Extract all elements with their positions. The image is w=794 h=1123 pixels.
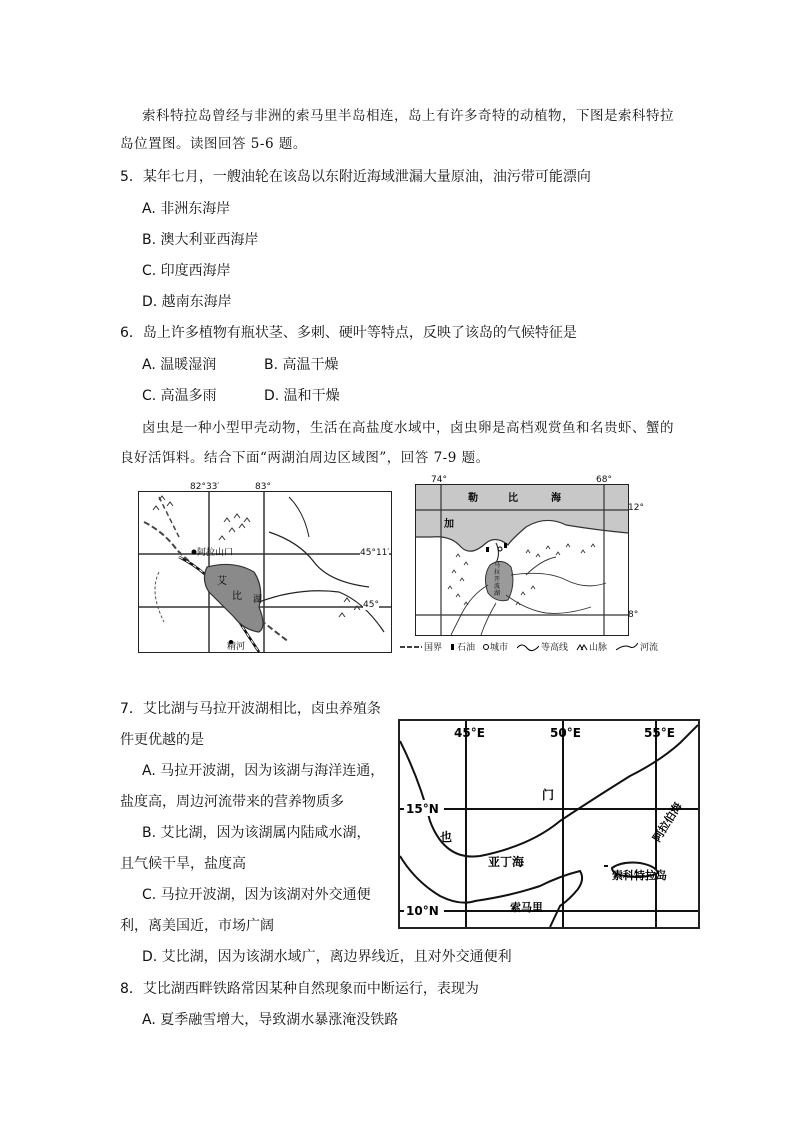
lon-45e-label: 45°E	[454, 726, 485, 740]
maracaibo-lat-1: 12°	[628, 503, 644, 513]
alashankou-label: 阿拉山口	[197, 548, 234, 558]
question-7-stem-line2: 件更优越的是	[120, 732, 204, 748]
mountain-legend-icon	[576, 642, 588, 652]
ebi-lake-map	[138, 491, 392, 653]
intro-7-9-line2: 良好活饵料。结合下面“两湖泊周边区域图”，回答 7-9 题。	[120, 450, 490, 466]
question-6-stem: 6．岛上许多植物有瓶状茎、多刺、硬叶等特点，反映了该岛的气候特征是	[120, 325, 577, 341]
q6-option-c: C. 高温多雨	[142, 388, 217, 404]
intro-5-6-line2: 岛位置图。读图回答 5-6 题。	[120, 136, 307, 152]
border-legend-icon	[400, 642, 422, 652]
ebi-lon-1: 82°33′	[190, 482, 220, 492]
q8-option-a: A. 夏季融雪增大，导致湖水暴涨淹没铁路	[142, 1012, 399, 1028]
intro-7-9-line1: 卤虫是一种小型甲壳动物，生活在高盐度水域中，卤虫卵是高档观赏鱼和名贵虾、蟹的	[142, 420, 674, 436]
yemen-men-label: 门	[542, 788, 555, 802]
legend-city-label: 城市	[490, 643, 509, 653]
legend-oil-label: 石油	[457, 643, 476, 653]
lat-10n-label: 10°N	[406, 904, 439, 918]
q5-option-b: B. 澳大利亚西海岸	[142, 232, 259, 248]
lon-55e-label: 55°E	[644, 726, 675, 740]
lat-15n-label: 15°N	[406, 802, 439, 816]
arabian-sea-label: 阿拉伯海	[650, 800, 685, 845]
ebi-lat-1: 45°11′	[360, 548, 390, 558]
caribbean-char1: 勒	[468, 493, 478, 504]
gulf-of-aden-label: 亚丁海	[488, 855, 525, 869]
river-legend-icon	[616, 642, 638, 652]
q7-option-b-line1: B. 艾比湖，因为该湖属内陆咸水湖，	[142, 825, 371, 841]
legend-contour-label: 等高线	[541, 643, 569, 653]
maracaibo-char3: 开	[494, 576, 501, 583]
city-legend-icon	[482, 642, 490, 652]
caribbean-char3: 海	[551, 493, 561, 504]
map-legend	[400, 640, 690, 656]
caribbean-char2: 比	[508, 493, 518, 504]
q5-option-c: C. 印度西海岸	[142, 263, 231, 279]
maracaibo-char1: 马	[494, 562, 501, 569]
legend-mountain-label: 山脉	[589, 643, 608, 653]
q6-option-d: D. 温和干燥	[264, 388, 340, 404]
caribbean-char-jia: 加	[444, 519, 454, 530]
ebi-lat-2: 45°	[363, 600, 379, 610]
legend-border-label: 国界	[424, 643, 443, 653]
q7-option-a-line2: 盐度高，周边河流带来的营养物质多	[120, 794, 344, 810]
jinghe-label: 精河	[227, 642, 246, 652]
oil-legend-icon	[450, 642, 456, 652]
q6-option-b: B. 高温干燥	[264, 357, 339, 373]
maracaibo-char5: 湖	[494, 590, 501, 597]
ebi-lake-char2: 比	[232, 591, 242, 602]
maracaibo-lon-2: 68°	[596, 475, 612, 485]
legend-river-label: 河流	[640, 643, 659, 653]
q5-option-a: A. 非洲东海岸	[142, 201, 231, 217]
q7-option-a-line1: A. 马拉开波湖，因为该湖与海洋连通，	[142, 763, 385, 779]
lon-50e-label: 50°E	[550, 726, 581, 740]
question-7-stem-line1: 7．艾比湖与马拉开波湖相比，卤虫养殖条	[120, 701, 381, 717]
maracaibo-lat-2: 8°	[628, 610, 639, 620]
yemen-ye-label: 也	[440, 830, 453, 844]
ebi-lake-char3: 湖	[253, 595, 263, 605]
ebi-lon-2: 83°	[255, 482, 271, 492]
intro-5-6-line1: 索科特拉岛曾经与非洲的索马里半岛相连，岛上有许多奇特的动植物，下图是索科特拉	[142, 108, 674, 124]
q6-option-a: A. 温暖湿润	[142, 357, 217, 373]
q5-option-d: D. 越南东海岸	[142, 294, 232, 310]
q7-option-c-line1: C. 马拉开波湖，因为该湖对外交通便	[142, 887, 371, 903]
q7-option-c-line2: 利，离美国近，市场广阔	[120, 918, 274, 934]
somalia-label: 索马里	[510, 901, 543, 914]
maracaibo-lon-1: 74°	[431, 475, 447, 485]
socotra-map	[398, 719, 700, 929]
q7-option-d: D. 艾比湖，因为该湖水域广，离边界线近，且对外交通便利	[142, 949, 512, 965]
contour-legend-icon	[517, 642, 539, 652]
maracaibo-char2: 拉	[494, 569, 501, 576]
maracaibo-char4: 波	[494, 583, 501, 590]
ebi-lake-char1: 艾	[217, 576, 227, 587]
q7-option-b-line2: 且气候干旱，盐度高	[120, 856, 246, 872]
maracaibo-lake-map	[415, 484, 629, 636]
socotra-island-label: 索科特拉岛	[612, 869, 667, 882]
question-5-stem: 5．某年七月，一艘油轮在该岛以东附近海域泄漏大量原油，油污带可能漂向	[120, 169, 591, 185]
question-8-stem: 8．艾比湖西畔铁路常因某种自然现象而中断运行，表现为	[120, 981, 479, 997]
